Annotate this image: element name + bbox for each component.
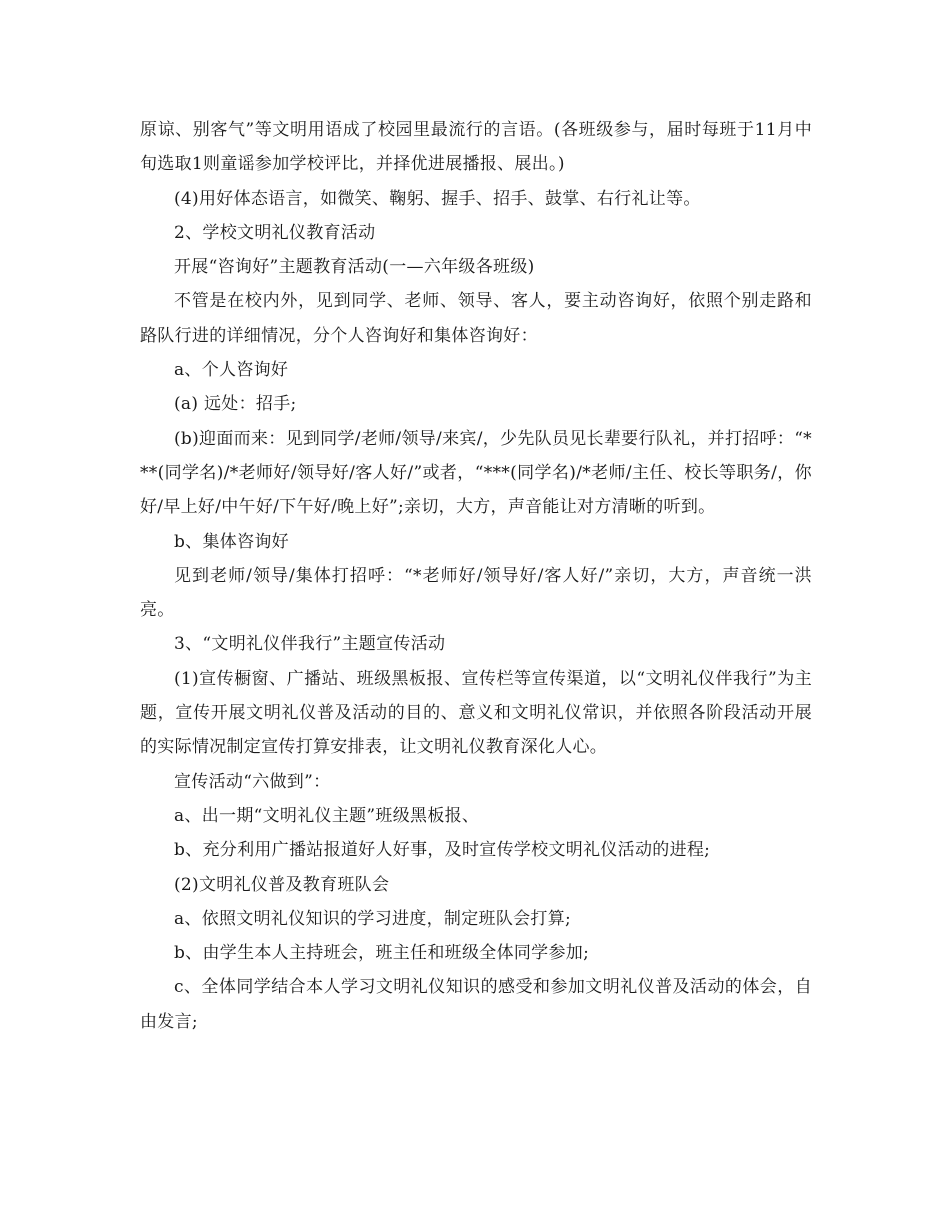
paragraph: 见到老师/领导/集体打招呼：“*老师好/领导好/客人好/”亲切，大方，声音统一洪亮。 — [140, 565, 812, 621]
list-item: c、全体同学结合本人学习文明礼仪知识的感受和参加文明礼仪普及活动的体会，自由发言; — [140, 977, 812, 1032]
list-item: a、个人咨询好 — [174, 360, 289, 381]
list-item: (2)文明礼仪普及教育班队会 — [174, 874, 390, 895]
paragraph: 不管是在校内外，见到同学、老师、领导、客人，要主动咨询好，依照个别走路和路队行进的详细情况，分个人咨询好和集体咨询好： — [140, 291, 812, 346]
section-heading: 2、学校文明礼仪教育活动 — [174, 222, 376, 243]
list-item: b、充分利用广播站报道好人好事，及时宣传学校文明礼仪活动的进程; — [174, 840, 711, 861]
list-item: a、出一期“文明礼仪主题”班级黑板报、 — [174, 805, 480, 826]
paragraph: 开展“咨询好”主题教育活动(一—六年级各班级) — [174, 257, 535, 278]
paragraph: 原谅、别客气”等文明用语成了校园里最流行的言语。(各班级参与，届时每班于11月中旬选取1则童谣参加学校评比，并择优进展播报、展出。) — [140, 120, 812, 175]
paragraph: (4)用好体态语言，如微笑、鞠躬、握手、招手、鼓掌、右行礼让等。 — [174, 188, 701, 209]
list-item: b、集体咨询好 — [174, 531, 289, 552]
list-item: b、由学生本人主持班会，班主任和班级全体同学参加; — [174, 943, 590, 964]
list-item: (b)迎面而来：见到同学/老师/领导/来宾/，少先队员见长辈要行队礼，并打招呼：“***(同学名)/*老师好/领导好/客人好/”或者，“***(同学名)/*老师/主任、校长等职务/，你好/早上好/中午好/下午好/晚上好”;亲切，大方，声音能让对方清晰的听到。 — [140, 428, 812, 518]
paragraph: (1)宣传橱窗、广播站、班级黑板报、宣传栏等宣传渠道，以“文明礼仪伴我行”为主题，宣传开展文明礼仪普及活动的目的、意义和文明礼仪常识，并依照各阶段活动开展的实际情况制定宣传打算安排表，让文明礼仪教育深化人心。 — [140, 668, 812, 758]
list-item: (a) 远处：招手; — [174, 394, 297, 415]
paragraph: 宣传活动“六做到”： — [174, 771, 331, 792]
list-item: a、依照文明礼仪知识的学习进度，制定班队会打算; — [174, 908, 572, 929]
section-heading: 3、“文明礼仪伴我行”主题宣传活动 — [174, 634, 446, 655]
document-body — [140, 113, 812, 1039]
